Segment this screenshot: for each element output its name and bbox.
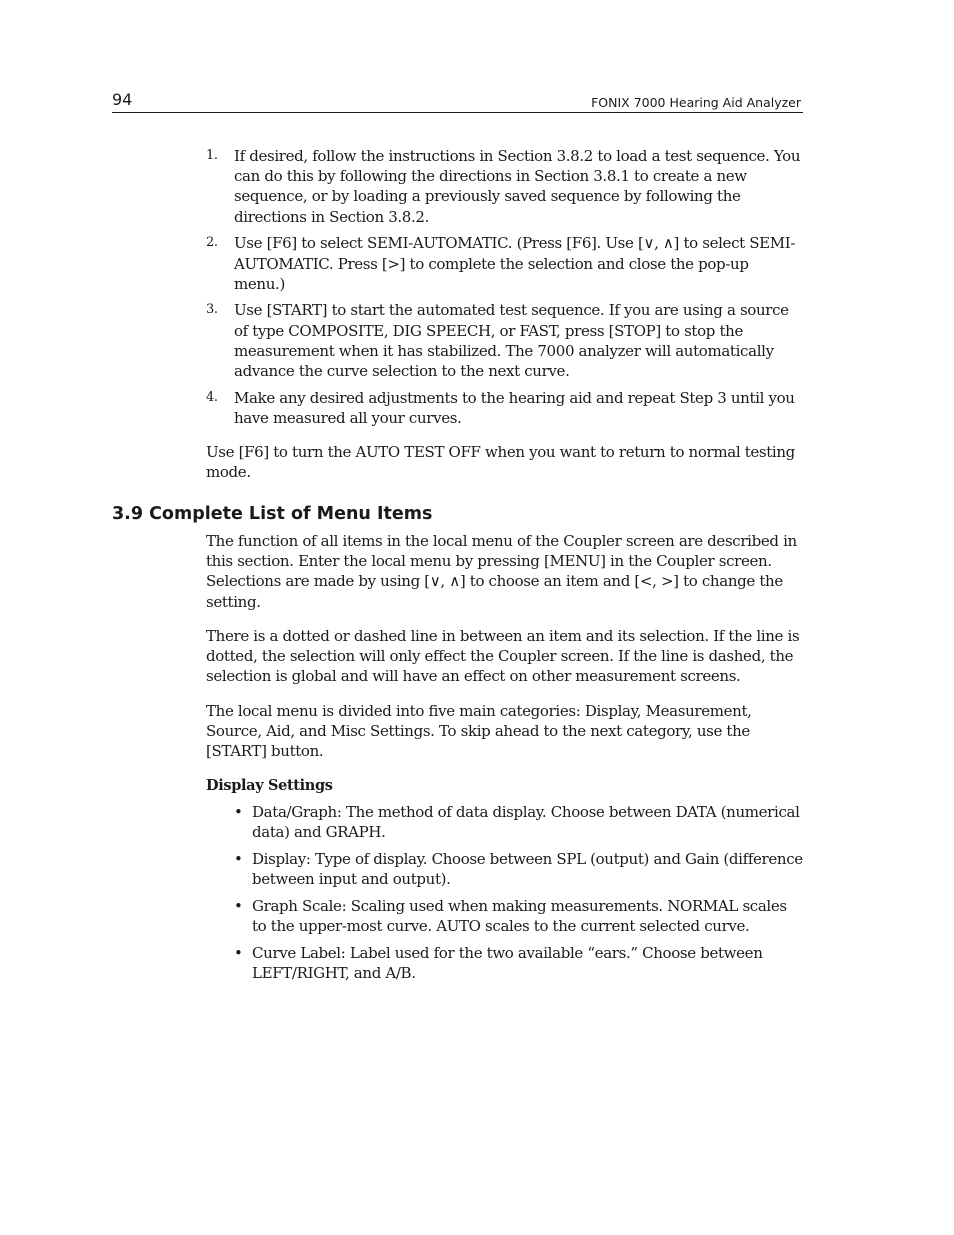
step-text: Use [START] to start the automated test sequence. If you are using a source of type COMPOSITE, DIG SPEECH, or FAST, press [STOP] to stop the measurement when it has stabilized. The 7000 analyzer will automatically advance the curve selection to the next curve. [234, 301, 789, 381]
section-paragraph: The function of all items in the local menu of the Coupler screen are described in this section. Enter the local menu by pressing [MENU] in the Coupler screen. Selections are made by using [∨, ∧] to choose an item and [<, >] to change the setting. [206, 532, 797, 611]
step-text: Make any desired adjustments to the hearing aid and repeat Step 3 until you have measured all your curves. [234, 388, 795, 427]
step-number: 3. [206, 302, 218, 318]
step-item [206, 300, 803, 381]
list-item [206, 943, 803, 983]
list-item-text: Display: Type of display. Choose between SPL (output) and Gain (difference between input and output). [252, 849, 803, 889]
display-settings-heading: Display Settings [206, 777, 333, 794]
section-paragraph: There is a dotted or dashed line in between an item and its selection. If the line is dotted, the selection will only effect the Coupler screen. If the line is dashed, the selection is global and will have an effect on other measurement screens. [206, 627, 800, 686]
list-item-text: Data/Graph: The method of data display. Choose between DATA (numerical data) and GRAPH. [252, 803, 800, 842]
bullet-icon: • [234, 803, 243, 821]
step-item [206, 388, 803, 428]
step-item [206, 146, 803, 227]
section-paragraph: The local menu is divided into five main categories: Display, Measurement, Source, Aid, and Misc Settings. To skip ahead to the next category, use the [START] button. [206, 702, 752, 761]
page-number: 94 [112, 90, 133, 109]
step-number: 2. [206, 235, 218, 251]
step-number: 1. [206, 148, 218, 163]
step-text: Use [F6] to select SEMI-AUTOMATIC. (Press [F6]. Use [∨, ∧] to select SEMI-AUTOMATIC. Press [>] to complete the selection and close the pop-up menu.) [234, 234, 796, 293]
list-item-text: Curve Label: Label used for the two available “ears.” Choose between LEFT/RIGHT, and A/B. [252, 943, 763, 982]
steps-block [206, 146, 803, 435]
list-item-text: Graph Scale: Scaling used when making measurements. NORMAL scales to the upper-most curve. AUTO scales to the current selected curve. [252, 896, 787, 936]
display-settings-list [206, 802, 803, 983]
bullet-icon: • [234, 896, 243, 915]
step-text: If desired, follow the instructions in Section 3.8.2 to load a test sequence. You can do this by following the directions in Section 3.8.1 to create a new sequence, or by loading a previously saved sequence by following the directions in Section 3.8.2. [234, 147, 801, 226]
step-number: 4. [206, 389, 218, 405]
bullet-icon: • [234, 849, 243, 868]
page-header [112, 90, 803, 113]
bullet-icon: • [234, 943, 243, 962]
step-item [206, 233, 803, 294]
list-item [206, 896, 803, 936]
list-item [206, 849, 803, 889]
list-item [206, 802, 803, 842]
running-title: FONIX 7000 Hearing Aid Analyzer [591, 95, 801, 110]
section-heading: 3.9 Complete List of Menu Items [112, 504, 433, 524]
steps-list [206, 146, 803, 428]
auto-test-note: Use [F6] to turn the AUTO TEST OFF when you want to return to normal testing mode. [206, 443, 795, 482]
display-settings-block [206, 802, 803, 990]
